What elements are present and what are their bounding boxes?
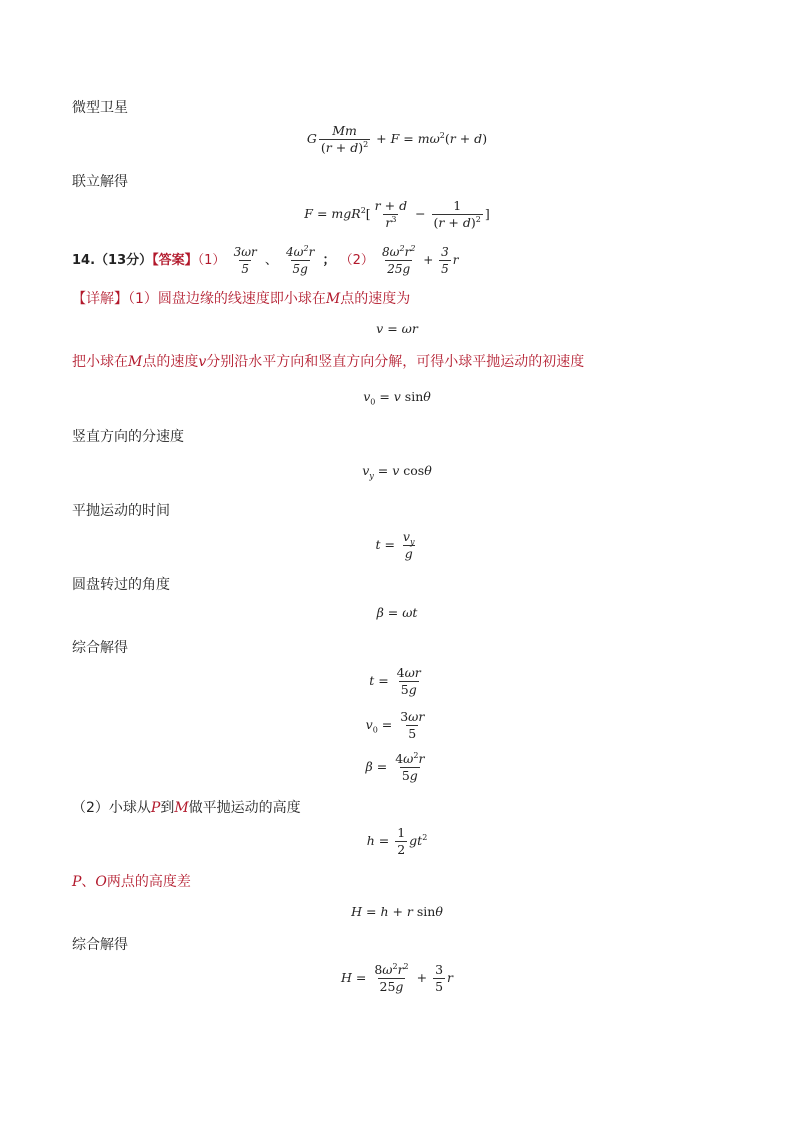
text-micro-satellite: 微型卫星 bbox=[72, 100, 128, 116]
formula-t: t = $\frac{v_y}{g}$ bbox=[375, 529, 415, 561]
detail-line-decompose: 把小球在M点的速度v分别沿水平方向和竖直方向分解，可得小球平抛运动的初速度 bbox=[72, 354, 585, 370]
text-solve-jointly: 联立解得 bbox=[72, 174, 128, 190]
formula-beta-result: β = $\frac{4\omega^2r}{5g}$ bbox=[365, 750, 425, 783]
question-score: （13分） bbox=[95, 253, 153, 268]
detail-label: 【详解】 bbox=[72, 291, 128, 307]
formula-v: v = ωr bbox=[376, 321, 418, 336]
detail-line-1: 【详解】（1）圆盘边缘的线速度即小球在M点的速度为 bbox=[72, 291, 411, 307]
question-number: 14. bbox=[72, 253, 96, 268]
answer-part2-label: （2） bbox=[339, 253, 374, 268]
formula-H-result: H = $\frac{8\omega^2r^2}{25g}$ + $\frac{3}{5}$ r bbox=[340, 961, 453, 994]
formula-h: h = $\frac{1}{2}$ $gt^2$ bbox=[366, 825, 428, 857]
text-disk-angle: 圆盘转过的角度 bbox=[72, 577, 170, 593]
text-combine-solve: 综合解得 bbox=[72, 640, 128, 656]
answer-sep-comma: 、 bbox=[264, 253, 278, 268]
text-vertical-component: 竖直方向的分速度 bbox=[72, 429, 184, 445]
formula-vy: $v_y = v$ cosθ bbox=[362, 463, 432, 481]
formula-v0-result: $v_0$ = $\frac{3\omega r}{5}$ bbox=[365, 709, 425, 741]
formula-gravity: G $\frac{Mm}{(r + d)^2}$ + $F = m\omega^2(r + d)$ bbox=[306, 123, 488, 155]
formula-v0: $v_0 = v$ sinθ bbox=[363, 389, 431, 407]
text-projectile-time: 平抛运动的时间 bbox=[72, 503, 170, 519]
answer-part1-label: （1） bbox=[197, 253, 226, 268]
detail-line-height-diff: P、O两点的高度差 bbox=[72, 874, 191, 890]
formula-force-result: F = mgR$^2$[ $\frac{r + d}{r^3}$ − $\frac{1}{(r + d)^2}$ ] bbox=[304, 198, 490, 230]
question-14-answer-line: 14.（13分）【答案】（1） $\frac{3\omega r}{5}$ 、 $\frac{4\omega^2r}{5g}$ ； （2） $\frac{8\omega^2r^2}{25g}$ + $\frac{3}{5}$ r bbox=[72, 244, 459, 276]
formula-beta: β = ωt bbox=[376, 605, 418, 620]
answer-sep-semicolon: ； bbox=[322, 253, 336, 268]
detail-line-part2: （2）小球从P到M做平抛运动的高度 bbox=[72, 800, 301, 816]
formula-H: H = h + r sinθ bbox=[351, 904, 443, 919]
answer-label: 【答案】 bbox=[152, 253, 198, 268]
text-combine-solve-2: 综合解得 bbox=[72, 937, 128, 953]
formula-t-result: t = $\frac{4\omega r}{5g}$ bbox=[369, 665, 421, 697]
